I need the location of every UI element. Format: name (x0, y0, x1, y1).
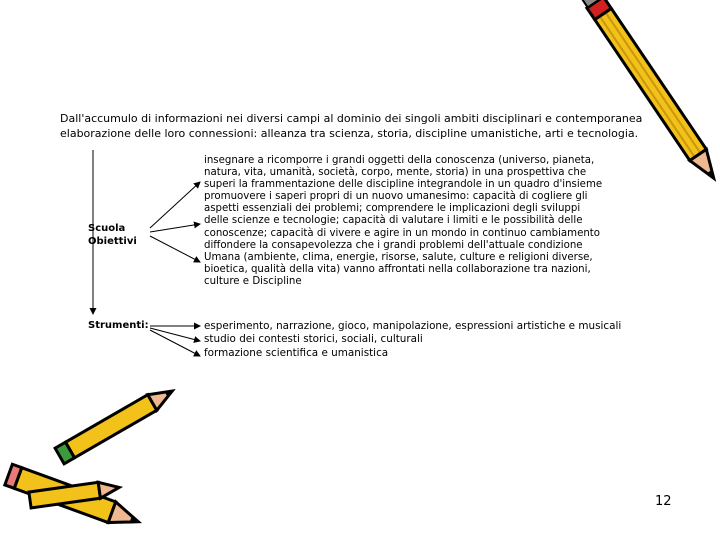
tool-line: studio dei contesti storici, sociali, culturali (204, 333, 423, 346)
tool-line: esperimento, narrazione, gioco, manipolazione, espressioni artistiche e musicali (204, 320, 622, 332)
arrow-tool-3 (150, 330, 200, 356)
objective-line: insegnare a ricomporre i grandi oggetti della conoscenza (universo, pianeta, (204, 155, 595, 166)
page-number: 12 (655, 494, 672, 509)
objective-line: aspetti essenziali dei problemi; comprendere le implicazioni degli sviluppi (204, 203, 581, 215)
intro-line-2: elaborazione delle loro connessioni: alleanza tra scienza, storia, discipline umanistiche, arti e tecnologia. (60, 127, 639, 140)
objectives-list (204, 155, 644, 288)
objective-line: superi la frammentazione delle discipline integrandole in un quadro d'insieme (204, 179, 603, 191)
objective-line: conoscenze; capacità di vivere e agire in un mondo in continuo cambiamento (204, 227, 601, 239)
tool-line: formazione scientifica e umanistica (204, 346, 389, 359)
arrow-objective-2 (150, 224, 200, 232)
objective-line: delle scienze e tecnologie; capacità di valutare i limiti e le possibilità delle (204, 215, 583, 227)
objective-line: bioetica, qualità della vita) vanno affrontati nella collaborazione tra nazioni, (204, 263, 591, 275)
tools-list (204, 320, 664, 360)
objective-line: natura, vita, umanità, società, corpo, mente, storia) in una prospettiva che (204, 167, 587, 179)
arrow-tool-2 (150, 328, 200, 341)
strumenti-label: Strumenti: (88, 320, 149, 331)
arrow-objective-3 (150, 236, 200, 262)
scuola-label: Scuola (88, 223, 126, 234)
objective-line: promuovere i saperi propri di un nuovo umanesimo: capacità di cogliere gli (204, 191, 588, 203)
scuola-obiettivi-label (88, 222, 137, 248)
intro-line-1: Dall'accumulo di informazioni nei diversi campi al dominio dei singoli ambiti disciplinari e contemporanea (60, 112, 643, 125)
objective-line: diffondere la consapevolezza che i grandi problemi dell'attuale condizione (204, 239, 583, 251)
obiettivi-label: Obiettivi (88, 236, 137, 247)
objective-line: culture e Discipline (204, 275, 302, 287)
intro-text (60, 111, 660, 141)
arrow-objective-1 (150, 182, 200, 228)
objective-line: Umana (ambiente, clima, energie, risorse, salute, culture e religioni diverse, (204, 251, 593, 263)
pencils-bottom-left-icon (5, 383, 177, 532)
